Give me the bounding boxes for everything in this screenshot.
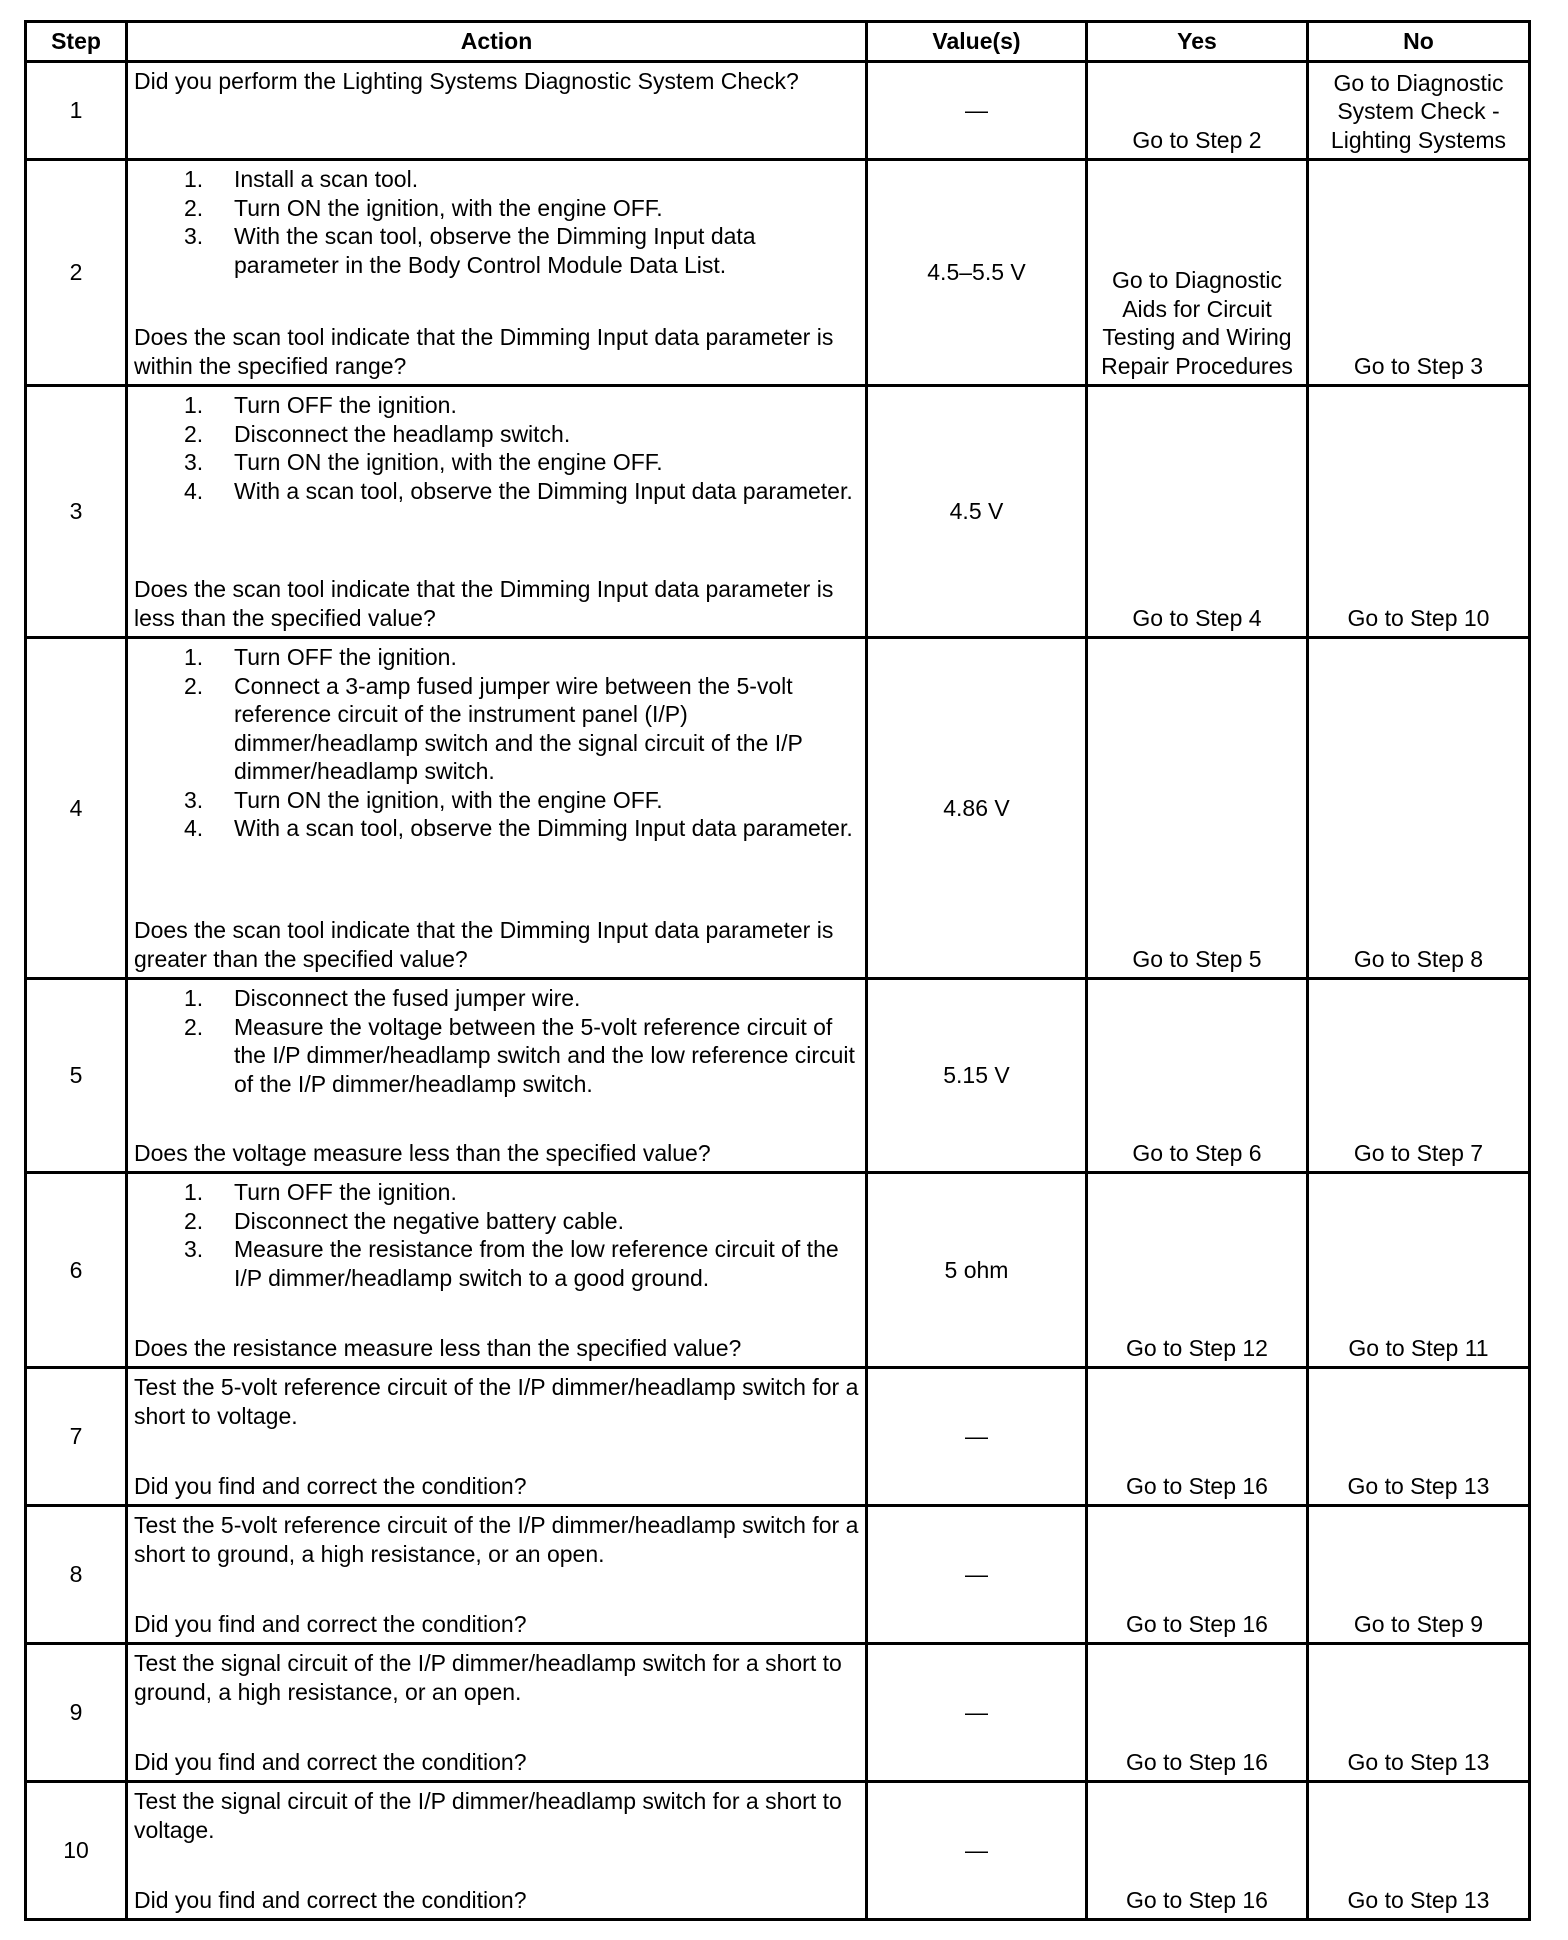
header-no: No [1308, 22, 1530, 62]
step-number: 7 [26, 1368, 127, 1506]
action-question: Does the resistance measure less than the specified value? [134, 1334, 742, 1361]
no-cell [1308, 1644, 1530, 1782]
action-step [134, 391, 859, 420]
action-cell [127, 160, 867, 386]
yes-text: Go to Step 4 [1132, 604, 1262, 631]
action-step-text: Measure the resistance from the low reference circuit of the I/P dimmer/headlamp switch to a good ground. [234, 1236, 839, 1291]
action-step [134, 672, 859, 786]
action-question: Did you perform the Lighting Systems Diagnostic System Check? [134, 68, 799, 94]
action-step [134, 643, 859, 672]
yes-cell [1087, 62, 1308, 160]
step-number: 6 [26, 1173, 127, 1368]
no-text: Go to Step 11 [1348, 1334, 1489, 1361]
action-intro: Test the 5-volt reference circuit of the I/P dimmer/headlamp switch for a short to ground, a high resistance, or an open. [134, 1512, 859, 1567]
no-cell [1308, 386, 1530, 638]
header-yes: Yes [1087, 22, 1308, 62]
action-question: Does the voltage measure less than the specified value? [134, 1139, 711, 1166]
no-cell [1308, 160, 1530, 386]
yes-cell [1087, 1644, 1308, 1782]
action-step-text: Disconnect the headlamp switch. [234, 420, 571, 447]
action-step-text: Turn OFF the ignition. [234, 644, 457, 670]
action-step [134, 222, 859, 279]
no-text: Go to Step 10 [1347, 604, 1490, 631]
value-cell: — [867, 1506, 1087, 1644]
action-step-text: Turn ON the ignition, with the engine OFF. [234, 194, 663, 221]
step-number: 2 [26, 160, 127, 386]
value-cell: 4.5–5.5 V [867, 160, 1087, 386]
header-action: Action [127, 22, 867, 62]
action-step-number: 1. [184, 644, 204, 670]
action-steps-list [134, 1178, 859, 1292]
table-row [26, 1506, 1530, 1644]
header-row [26, 22, 1530, 62]
action-steps-list [134, 391, 859, 505]
action-step [134, 194, 859, 223]
action-step-number: 1. [184, 1179, 204, 1205]
step-number: 3 [26, 386, 127, 638]
action-cell [127, 638, 867, 979]
step-number: 1 [26, 62, 127, 160]
action-steps-list [134, 643, 859, 843]
action-cell [127, 1506, 867, 1644]
yes-cell [1087, 1506, 1308, 1644]
action-step [134, 984, 859, 1013]
action-step [134, 1178, 859, 1207]
action-step-text: Disconnect the negative battery cable. [234, 1207, 624, 1234]
value-cell: — [867, 1644, 1087, 1782]
action-steps-list [134, 165, 859, 279]
yes-text: Go to Diagnostic Aids for Circuit Testing and Wiring Repair Procedures [1101, 267, 1293, 379]
table-body [26, 62, 1530, 1920]
table-row [26, 386, 1530, 638]
yes-text: Go to Step 16 [1126, 1610, 1268, 1637]
diagnostic-table [24, 20, 1531, 1921]
action-cell [127, 1173, 867, 1368]
action-step [134, 1013, 859, 1099]
action-step-text: With a scan tool, observe the Dimming Input data parameter. [234, 477, 853, 504]
action-step-number: 2. [184, 420, 204, 447]
action-step-number: 3. [184, 786, 204, 813]
action-step-number: 2. [184, 1207, 204, 1234]
yes-text: Go to Step 5 [1132, 945, 1262, 972]
action-step-number: 1. [184, 166, 204, 192]
yes-cell [1087, 386, 1308, 638]
no-cell [1308, 1782, 1530, 1920]
no-text: Go to Step 7 [1353, 1139, 1484, 1166]
value-cell: 4.86 V [867, 638, 1087, 979]
action-step-number: 4. [184, 477, 204, 504]
yes-cell [1087, 638, 1308, 979]
yes-text: Go to Step 16 [1126, 1472, 1268, 1499]
yes-cell [1087, 1368, 1308, 1506]
action-steps-list [134, 984, 859, 1098]
table-row [26, 638, 1530, 979]
action-step-number: 2. [184, 1013, 204, 1040]
value-cell: 4.5 V [867, 386, 1087, 638]
action-intro: Test the signal circuit of the I/P dimmer/headlamp switch for a short to ground, a high resistance, or an open. [134, 1650, 842, 1705]
action-step-text: Turn ON the ignition, with the engine OFF. [234, 449, 663, 475]
action-question: Does the scan tool indicate that the Dimming Input data parameter is less than the specified value? [134, 576, 834, 631]
action-cell [127, 1782, 867, 1920]
table-row [26, 1368, 1530, 1506]
no-cell [1308, 1368, 1530, 1506]
action-cell [127, 62, 867, 160]
no-cell [1308, 1506, 1530, 1644]
no-text: Go to Step 13 [1347, 1886, 1490, 1913]
yes-cell [1087, 1782, 1308, 1920]
action-step-text: Turn ON the ignition, with the engine OFF. [234, 786, 663, 813]
yes-text: Go to Step 16 [1126, 1748, 1268, 1775]
yes-text: Go to Step 12 [1126, 1334, 1268, 1361]
action-step-text: Measure the voltage between the 5-volt reference circuit of the I/P dimmer/headlamp switch and the low reference circuit of the I/P dimmer/headlamp switch. [234, 1013, 855, 1097]
action-step-number: 3. [184, 223, 204, 249]
value-cell: 5.15 V [867, 979, 1087, 1173]
action-step [134, 165, 859, 194]
action-step [134, 814, 859, 843]
action-question: Did you find and correct the condition? [134, 1886, 527, 1913]
yes-text: Go to Step 16 [1126, 1886, 1268, 1913]
action-step [134, 448, 859, 477]
step-number: 10 [26, 1782, 127, 1920]
step-number: 9 [26, 1644, 127, 1782]
action-step-text: Turn OFF the ignition. [234, 1179, 457, 1205]
table-row [26, 62, 1530, 160]
action-intro: Test the 5-volt reference circuit of the I/P dimmer/headlamp switch for a short to voltage. [134, 1374, 859, 1429]
no-cell [1308, 1173, 1530, 1368]
action-step [134, 477, 859, 506]
action-question: Did you find and correct the condition? [134, 1748, 527, 1775]
action-step-text: Connect a 3-amp fused jumper wire between the 5-volt reference circuit of the instrument panel (I/P) dimmer/headlamp switch and the signal circuit of the I/P dimmer/headlamp switch. [234, 672, 803, 784]
action-question: Does the scan tool indicate that the Dimming Input data parameter is within the specified range? [134, 324, 834, 379]
action-step-text: With the scan tool, observe the Dimming Input data parameter in the Body Control Module Data List. [234, 223, 756, 278]
action-step-number: 3. [184, 1236, 204, 1262]
action-question: Did you find and correct the condition? [134, 1472, 527, 1499]
action-cell [127, 1644, 867, 1782]
yes-text: Go to Step 6 [1132, 1139, 1262, 1166]
action-step-number: 4. [184, 815, 204, 841]
step-number: 4 [26, 638, 127, 979]
value-cell: 5 ohm [867, 1173, 1087, 1368]
table-row [26, 1173, 1530, 1368]
action-step-text: Disconnect the fused jumper wire. [234, 985, 581, 1011]
action-step-text: With a scan tool, observe the Dimming Input data parameter. [234, 815, 853, 841]
no-text: Go to Step 8 [1353, 945, 1484, 972]
action-step-number: 1. [184, 985, 204, 1011]
action-step [134, 1235, 859, 1292]
header-step: Step [26, 22, 127, 62]
value-cell: — [867, 1782, 1087, 1920]
yes-cell [1087, 1173, 1308, 1368]
action-step [134, 786, 859, 815]
yes-cell [1087, 160, 1308, 386]
action-step-number: 2. [184, 672, 204, 699]
action-step [134, 1207, 859, 1236]
action-cell [127, 979, 867, 1173]
no-cell [1308, 62, 1530, 160]
action-intro: Test the signal circuit of the I/P dimmer/headlamp switch for a short to voltage. [134, 1788, 842, 1843]
no-text: Go to Diagnostic System Check - Lighting Systems [1330, 69, 1507, 153]
action-question: Does the scan tool indicate that the Dimming Input data parameter is greater than the specified value? [134, 917, 834, 972]
no-text: Go to Step 9 [1353, 1610, 1484, 1637]
table-row [26, 1782, 1530, 1920]
value-cell: — [867, 1368, 1087, 1506]
action-cell [127, 386, 867, 638]
action-step-text: Install a scan tool. [234, 166, 419, 192]
table-row [26, 1644, 1530, 1782]
header-values: Value(s) [867, 22, 1087, 62]
no-text: Go to Step 3 [1353, 352, 1484, 379]
action-step-number: 1. [184, 392, 204, 418]
action-cell [127, 1368, 867, 1506]
table-row [26, 160, 1530, 386]
action-question: Did you find and correct the condition? [134, 1610, 527, 1637]
yes-text: Go to Step 2 [1132, 126, 1262, 153]
action-step-text: Turn OFF the ignition. [234, 392, 457, 418]
no-text: Go to Step 13 [1347, 1472, 1490, 1499]
action-step-number: 3. [184, 449, 204, 475]
value-cell: — [867, 62, 1087, 160]
no-cell [1308, 638, 1530, 979]
table-row [26, 979, 1530, 1173]
no-text: Go to Step 13 [1347, 1748, 1490, 1775]
step-number: 5 [26, 979, 127, 1173]
action-step [134, 420, 859, 449]
action-step-number: 2. [184, 194, 204, 221]
step-number: 8 [26, 1506, 127, 1644]
no-cell [1308, 979, 1530, 1173]
yes-cell [1087, 979, 1308, 1173]
